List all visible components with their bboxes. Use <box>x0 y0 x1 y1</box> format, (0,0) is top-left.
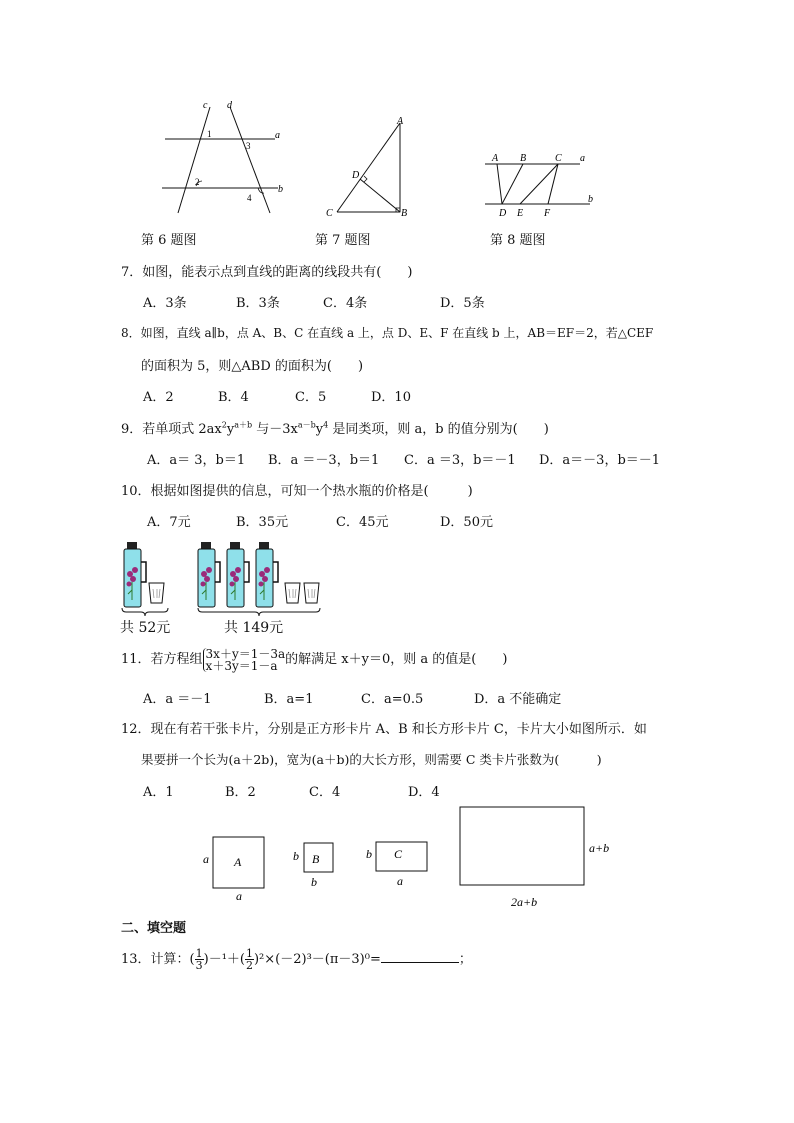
label-C: C <box>326 208 333 219</box>
question-11-stem <box>121 645 507 675</box>
q9-mid1: y <box>226 422 235 437</box>
card-b-bottom: b <box>311 875 317 889</box>
label-F: F <box>544 208 551 219</box>
label-A: A <box>492 153 499 164</box>
q8-option-d: D．10 <box>371 390 411 405</box>
q11-pre: 11．若方程组 <box>121 652 203 667</box>
fraction-1-den: 3 <box>195 959 203 972</box>
q9-option-d: D．a＝－3，b＝－1 <box>539 453 661 468</box>
question-7-stem: 7．如图，能表示点到直线的距离的线段共有( ) <box>121 265 413 280</box>
figure-7-caption: 第 7 题图 <box>315 233 371 248</box>
cup-icon <box>149 583 164 603</box>
figure-8-caption: 第 8 题图 <box>490 233 546 248</box>
angle-3: 3 <box>246 141 251 151</box>
big-rect-side: a+b <box>589 841 610 855</box>
card-a-side: a <box>203 852 209 866</box>
figure-6-caption: 第 6 题图 <box>141 233 197 248</box>
label-a: a <box>580 153 585 164</box>
card-b-side: b <box>293 849 299 863</box>
fraction-2-num: 1 <box>245 947 253 960</box>
cup-icon <box>304 583 319 603</box>
cards-figure <box>198 800 618 912</box>
q9-post: 是同类项，则 a，b 的值分别为( ) <box>328 422 549 437</box>
card-c-side: b <box>366 847 372 861</box>
question-13-stem <box>121 945 472 975</box>
fraction-1 <box>195 948 204 971</box>
q7-option-c: C．4条 <box>323 296 368 311</box>
label-B: B <box>520 153 527 164</box>
q8-option-a: A．2 <box>143 390 174 405</box>
figure-8 <box>480 148 600 220</box>
q7-option-a: A．3条 <box>143 296 187 311</box>
q9-sup4: 4 <box>323 420 329 430</box>
figure-6 <box>150 95 300 220</box>
equation-2: x＋3y＝1－a <box>205 658 278 673</box>
label-c: c <box>203 100 208 111</box>
fraction-1-num: 1 <box>195 947 203 960</box>
q12-option-d: D．4 <box>408 785 440 800</box>
angle-4: 4 <box>247 193 252 203</box>
q10-option-d: D．50元 <box>440 515 493 530</box>
angle-1: 1 <box>207 129 212 139</box>
question-12-line1: 12．现在有若干张卡片，分别是正方形卡片 A、B 和长方形卡片 C，卡片大小如图所示．如 <box>121 722 647 737</box>
q10-option-b: B．35元 <box>236 515 289 530</box>
label-b: b <box>278 184 283 195</box>
label-D: D <box>499 208 507 219</box>
q13-e1: )－¹＋( <box>203 952 245 967</box>
thermos-icon <box>198 542 220 607</box>
fraction-2-den: 2 <box>245 959 253 972</box>
thermos-illustration <box>118 540 333 620</box>
q9-sup3: a－b <box>297 420 316 430</box>
card-c-bottom: a <box>397 874 403 888</box>
card-a-label: A <box>234 855 242 869</box>
q11-option-b: B．a=1 <box>264 692 314 707</box>
q9-option-a: A．a＝ 3，b＝1 <box>147 453 246 468</box>
price-right-label: 共 149元 <box>224 620 284 636</box>
fraction-2 <box>245 948 254 971</box>
label-b: b <box>588 194 593 205</box>
q9-mid2: 与－3x <box>252 422 298 437</box>
thermos-icon <box>227 542 249 607</box>
question-12-line2: 果要拼一个长为(a＋2b)，宽为(a＋b)的大长方形，则需要 C 类卡片张数为( ) <box>141 752 602 767</box>
label-A: A <box>397 116 404 127</box>
q12-option-b: B．2 <box>225 785 256 800</box>
thermos-icon <box>124 542 146 607</box>
big-rectangle <box>460 807 584 885</box>
q11-option-a: A．a ＝－1 <box>143 692 212 707</box>
q11-option-d: D．a 不能确定 <box>474 692 562 707</box>
figure-7 <box>320 115 420 220</box>
big-rect-bottom: 2a+b <box>511 895 538 909</box>
label-d: d <box>227 100 232 111</box>
q13-post: ； <box>458 952 472 967</box>
q8-option-c: C．5 <box>295 390 327 405</box>
price-left-label: 共 52元 <box>120 620 171 636</box>
label-C: C <box>555 153 562 164</box>
equation-1: 3x＋y＝1－3a <box>205 646 286 661</box>
question-8-line1: 8．如图，直线 a∥b，点 A、B、C 在直线 a 上，点 D、E、F 在直线 b 上，AB＝EF＝2，若△CEF <box>121 326 654 340</box>
card-a-bottom: a <box>236 889 242 903</box>
thermos-icon <box>256 542 278 607</box>
card-c-label: C <box>394 847 403 861</box>
q7-option-b: B．3条 <box>236 296 280 311</box>
q9-sup2: a＋b <box>234 420 253 430</box>
q12-option-a: A．1 <box>143 785 174 800</box>
equation-system <box>203 648 286 672</box>
card-b-label: B <box>312 852 320 866</box>
q13-pre: 13．计算：( <box>121 952 195 967</box>
q13-e2: )²×(－2)³－(π－3)⁰= <box>253 952 381 967</box>
label-D: D <box>352 170 360 181</box>
q9-mid3: y <box>315 422 324 437</box>
cup-icon <box>285 583 300 603</box>
q8-option-b: B．4 <box>218 390 249 405</box>
question-10-stem: 10．根据如图提供的信息，可知一个热水瓶的价格是( ) <box>121 484 473 499</box>
answer-blank[interactable] <box>381 950 459 963</box>
q7-option-d: D．5条 <box>440 296 485 311</box>
q10-option-a: A．7元 <box>147 515 191 530</box>
q11-option-c: C．a=0.5 <box>361 692 424 707</box>
q9-option-c: C．a ＝3，b＝－1 <box>404 453 516 468</box>
q9-sup1: 2 <box>221 420 227 430</box>
q10-option-c: C．45元 <box>336 515 389 530</box>
q12-option-c: C．4 <box>309 785 341 800</box>
question-8-line2: 的面积为 5，则△ABD 的面积为( ) <box>141 359 364 374</box>
label-E: E <box>517 208 524 219</box>
angle-2: 2 <box>195 177 200 187</box>
label-B: B <box>401 208 408 219</box>
q11-post: 的解满足 x＋y＝0，则 a 的值是( ) <box>285 652 508 667</box>
label-a: a <box>275 130 280 141</box>
q9-pre: 9．若单项式 2ax <box>121 422 222 437</box>
q9-option-b: B．a ＝－3，b＝1 <box>268 453 380 468</box>
section-heading: 二、填空题 <box>121 921 187 936</box>
question-9-stem <box>121 418 549 437</box>
